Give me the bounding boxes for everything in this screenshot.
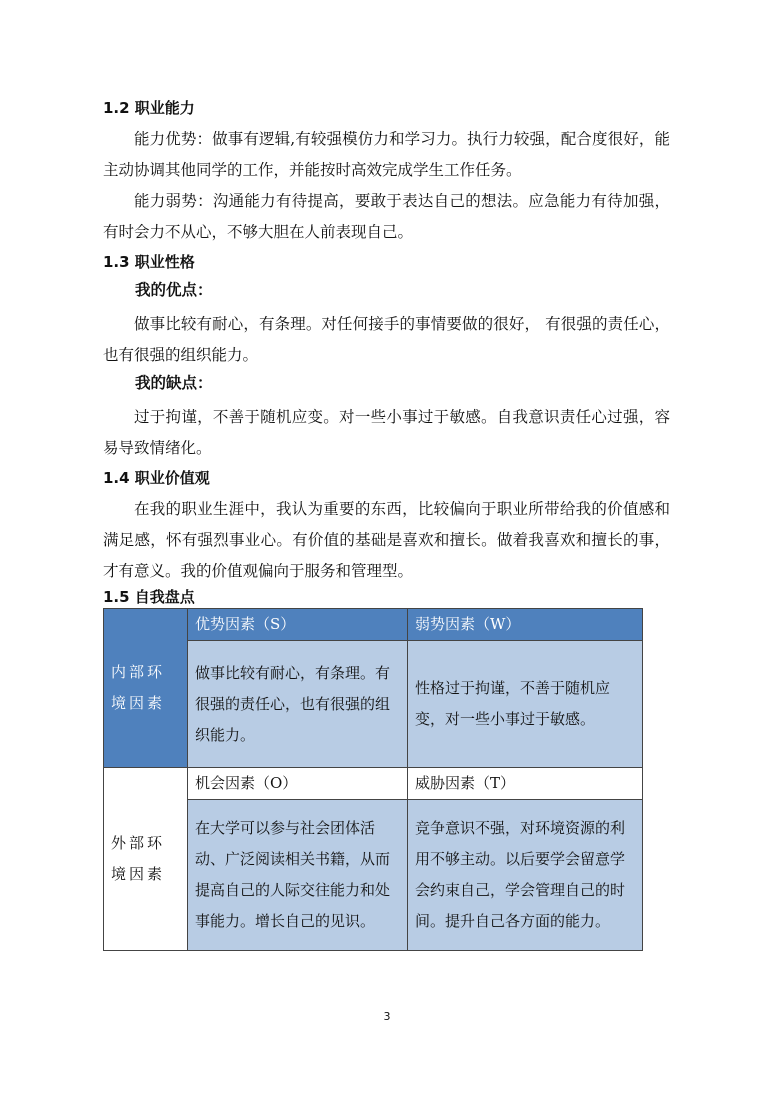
heading-1-4: 1.4 职业价值观	[103, 469, 210, 487]
internal-environment-label: 内部环境因素	[104, 609, 188, 768]
threats-header: 威胁因素（T）	[408, 768, 643, 800]
ability-strengths-paragraph: 能力优势：做事有逻辑,有较强模仿力和学习力。执行力较强，配合度很好，能主动协调其他同学的工作，并能按时高效完成学生工作任务。	[103, 130, 670, 179]
external-environment-label: 外部环境因素	[104, 768, 188, 951]
flaws-paragraph: 过于拘谨，不善于随机应变。对一些小事过于敏感。自我意识责任心过强，容易导致情绪化。	[103, 408, 670, 457]
heading-1-5: 1.5 自我盘点	[103, 588, 195, 606]
merits-paragraph: 做事比较有耐心，有条理。对任何接手的事情要做的很好， 有很强的责任心，也有很强的组织能力。	[103, 315, 670, 364]
strengths-cell: 做事比较有耐心，有条理。有很强的责任心，也有很强的组织能力。	[188, 641, 408, 768]
page-number: 3	[383, 1010, 391, 1023]
swot-external-header-row	[104, 768, 643, 800]
opportunities-cell: 在大学可以参与社会团体活动、广泛阅读相关书籍，从而提高自己的人际交往能力和处事能力。增长自己的见识。	[188, 800, 408, 951]
opportunities-header: 机会因素（O）	[188, 768, 408, 800]
strengths-header: 优势因素（S）	[188, 609, 408, 641]
heading-1-2: 1.2 职业能力	[103, 99, 195, 117]
weaknesses-header: 弱势因素（W）	[408, 609, 643, 641]
heading-1-3: 1.3 职业性格	[103, 253, 195, 271]
values-paragraph: 在我的职业生涯中，我认为重要的东西，比较偏向于职业所带给我的价值感和满足感，怀有强烈事业心。有价值的基础是喜欢和擅长。做着我喜欢和擅长的事，才有意义。我的价值观偏向于服务和管理型。	[103, 500, 670, 580]
swot-table	[103, 608, 643, 951]
flaws-label: 我的缺点：	[135, 373, 213, 392]
threats-cell: 竞争意识不强，对环境资源的利用不够主动。以后要学会留意学会约束自己，学会管理自己的时间。提升自己各方面的能力。	[408, 800, 643, 951]
swot-internal-header-row	[104, 609, 643, 641]
weaknesses-cell: 性格过于拘谨，不善于随机应变，对一些小事过于敏感。	[408, 641, 643, 768]
ability-weaknesses-paragraph: 能力弱势：沟通能力有待提高，要敢于表达自己的想法。应急能力有待加强，有时会力不从心，不够大胆在人前表现自己。	[103, 192, 670, 241]
merits-label: 我的优点：	[135, 280, 213, 299]
